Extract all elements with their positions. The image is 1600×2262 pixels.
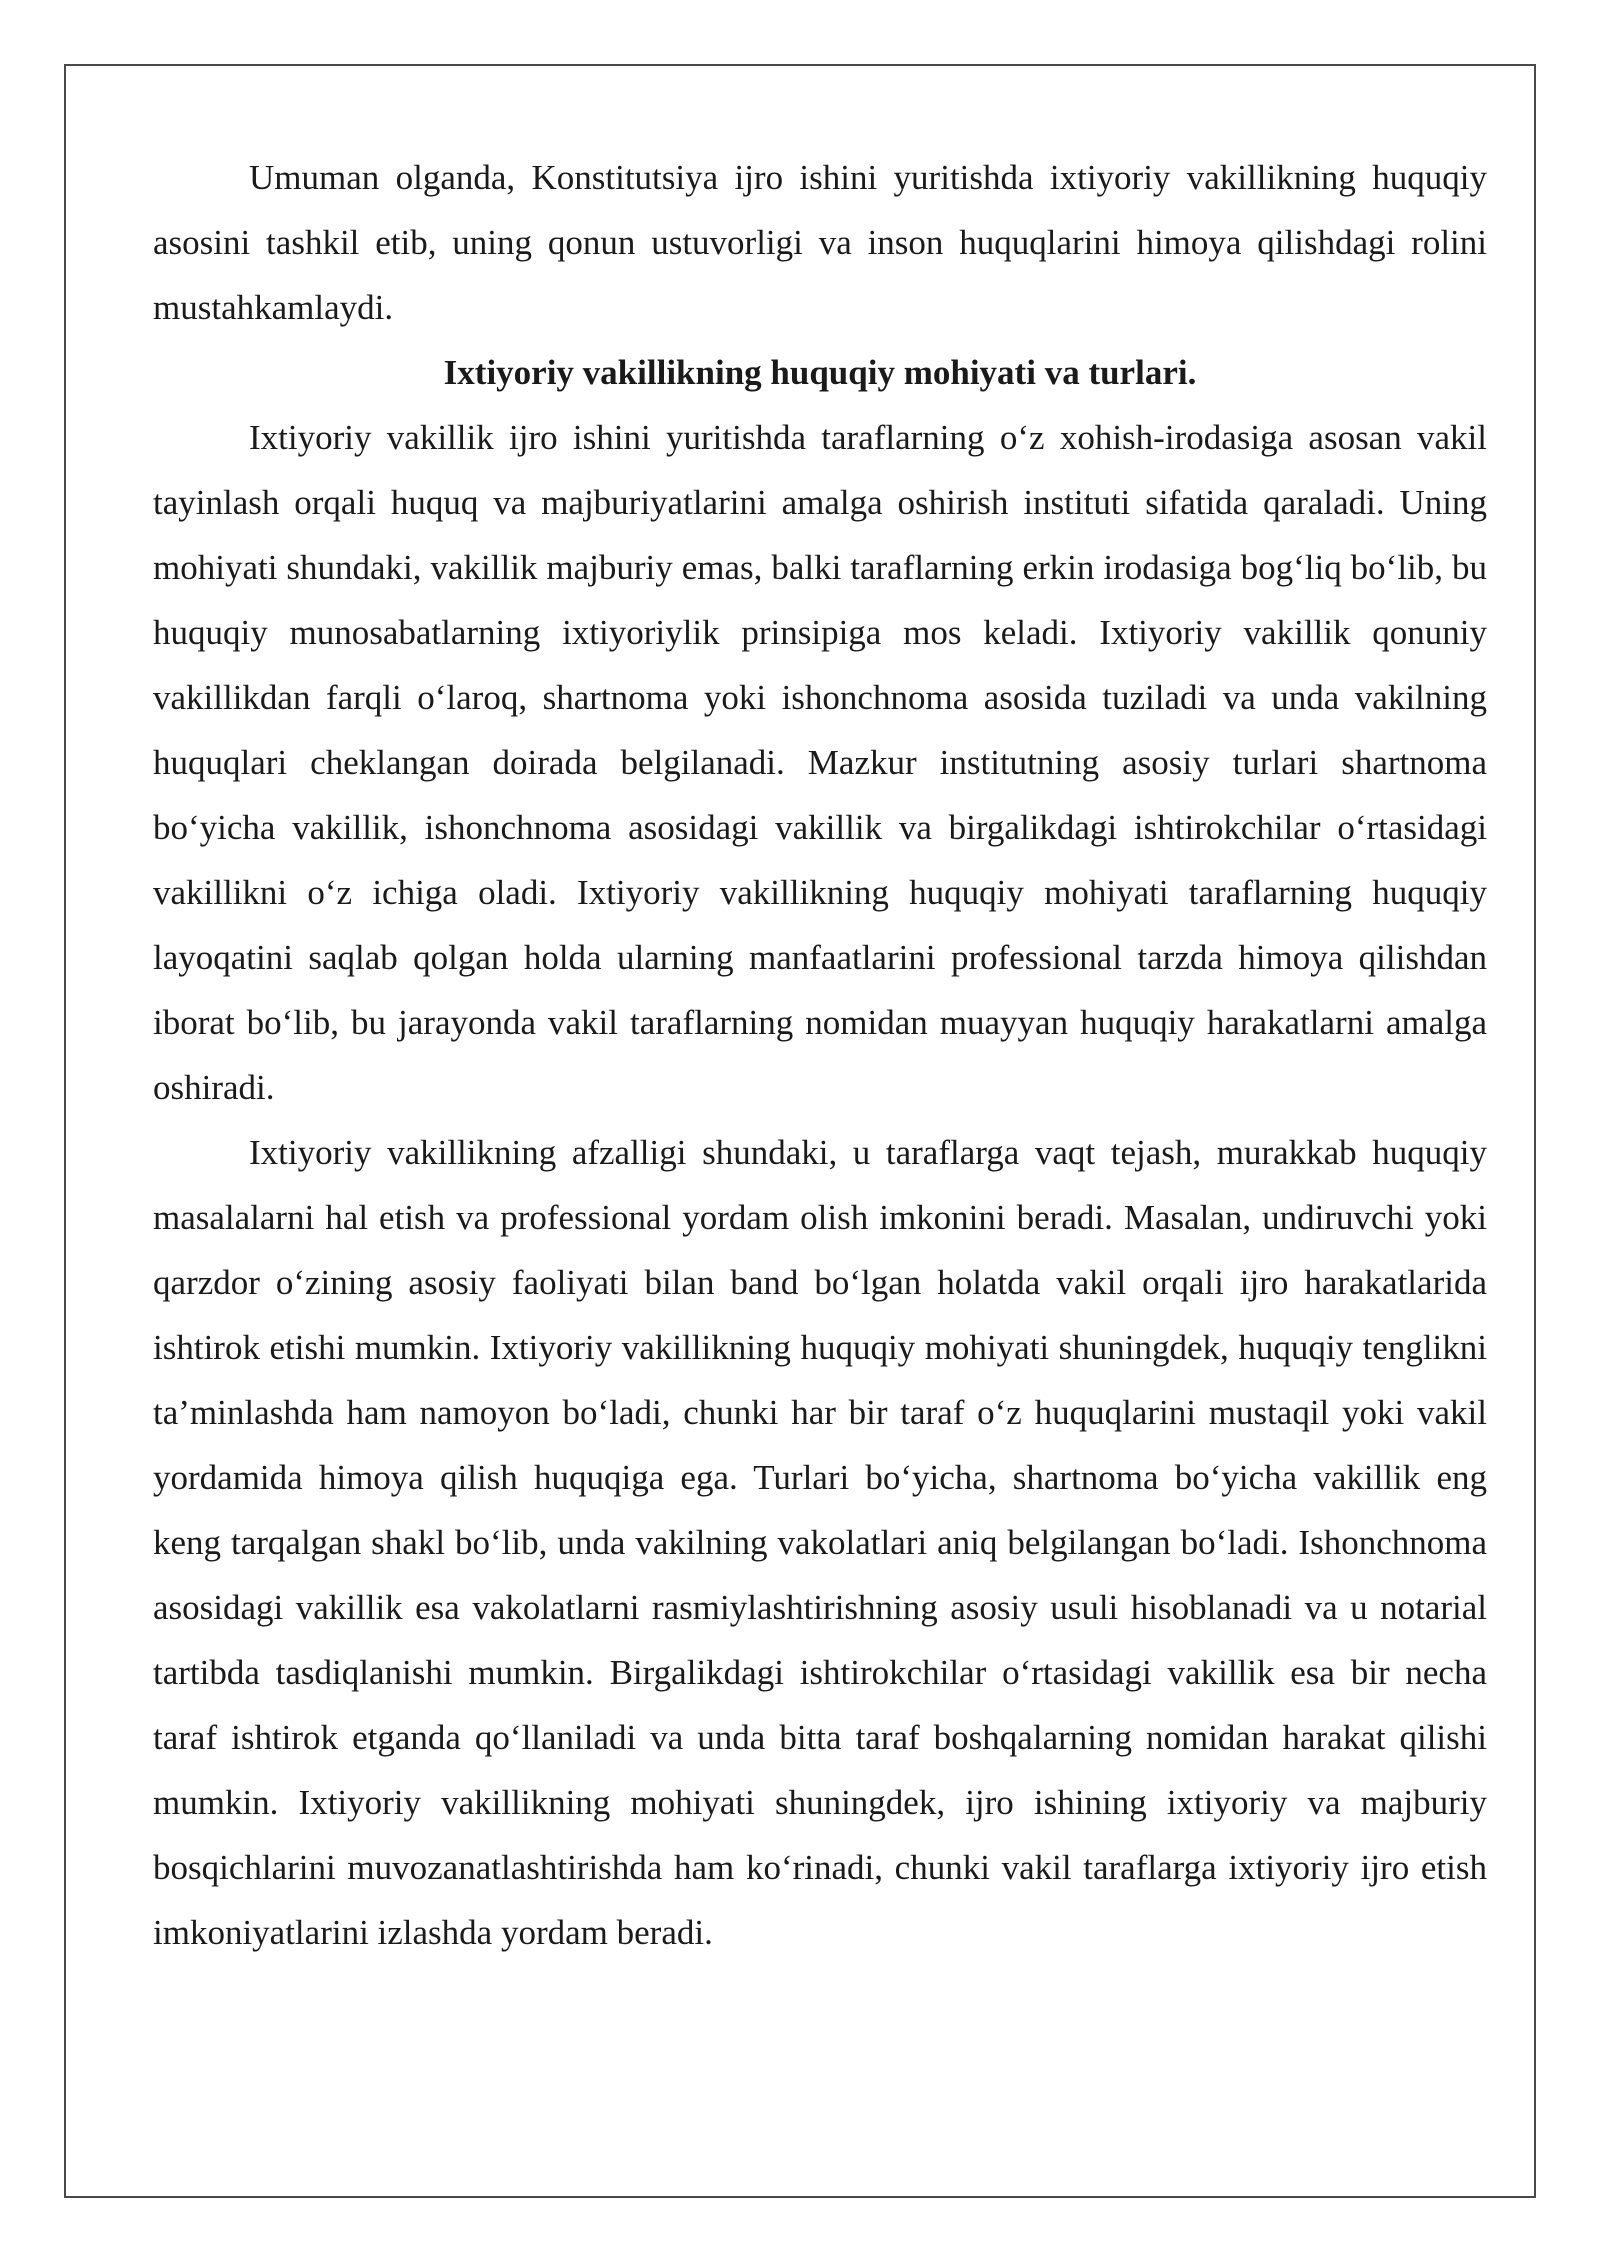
paragraph-essence: Ixtiyoriy vakillik ijro ishini yuritishda taraflarning o‘z xohish-irodasiga asosan vakil tayinlash orqali huquq va majburiyatlarini amalga oshirish instituti sifatida qaraladi. Uning mohiyati shundaki, vakillik majburiy emas, balki taraflarning erkin irodasiga bog‘liq bo‘lib, bu huquqiy munosabatlarning ixtiyoriylik prinsipiga mos keladi. Ixtiyoriy vakillik qonuniy vakillikdan farqli o‘laroq, shartnoma yoki ishonchnoma asosida tuziladi va unda vakilning huquqlari cheklangan doirada belgilanadi. Mazkur institutning asosiy turlari shartnoma bo‘yicha vakillik, ishonchnoma asosidagi vakillik va birgalikdagi ishtirokchilar o‘rtasidagi vakillikni o‘z ichiga oladi. Ixtiyoriy vakillikning huquqiy mohiyati taraflarning huquqiy layoqatini saqlab qolgan holda ularning manfaatlarini professional tarzda himoya qilishdan iborat bo‘lib, bu jarayonda vakil taraflarning nomidan muayyan huquqiy harakatlarni amalga oshiradi.	[153, 418, 1487, 1107]
document-body	[153, 145, 1487, 1965]
paragraph-intro: Umuman olganda, Konstitutsiya ijro ishini yuritishda ixtiyoriy vakillikning huquqiy asosini tashkil etib, uning qonun ustuvorligi va inson huquqlarini himoya qilishdagi rolini mustahkamlaydi.	[153, 158, 1487, 327]
section-heading: Ixtiyoriy vakillikning huquqiy mohiyati va turlari.	[443, 353, 1197, 392]
paragraph-advantages: Ixtiyoriy vakillikning afzalligi shundaki, u taraflarga vaqt tejash, murakkab huquqiy masalalarni hal etish va professional yordam olish imkonini beradi. Masalan, undiruvchi yoki qarzdor o‘zining asosiy faoliyati bilan band bo‘lgan holatda vakil orqali ijro harakatlarida ishtirok etishi mumkin. Ixtiyoriy vakillikning huquqiy mohiyati shuningdek, huquqiy tenglikni ta’minlashda ham namoyon bo‘ladi, chunki har bir taraf o‘z huquqlarini mustaqil yoki vakil yordamida himoya qilish huquqiga ega. Turlari bo‘yicha, shartnoma bo‘yicha vakillik eng keng tarqalgan shakl bo‘lib, unda vakilning vakolatlari aniq belgilangan bo‘ladi. Ishonchnoma asosidagi vakillik esa vakolatlarni rasmiylashtirishning asosiy usuli hisoblanadi va u notarial tartibda tasdiqlanishi mumkin. Birgalikdagi ishtirokchilar o‘rtasidagi vakillik esa bir necha taraf ishtirok etganda qo‘llaniladi va unda bitta taraf boshqalarning nomidan harakat qilishi mumkin. Ixtiyoriy vakillikning mohiyati shuningdek, ijro ishining ixtiyoriy va majburiy bosqichlarini muvozanatlashtirishda ham ko‘rinadi, chunki vakil taraflarga ixtiyoriy ijro etish imkoniyatlarini izlashda yordam beradi.	[153, 1133, 1487, 1952]
